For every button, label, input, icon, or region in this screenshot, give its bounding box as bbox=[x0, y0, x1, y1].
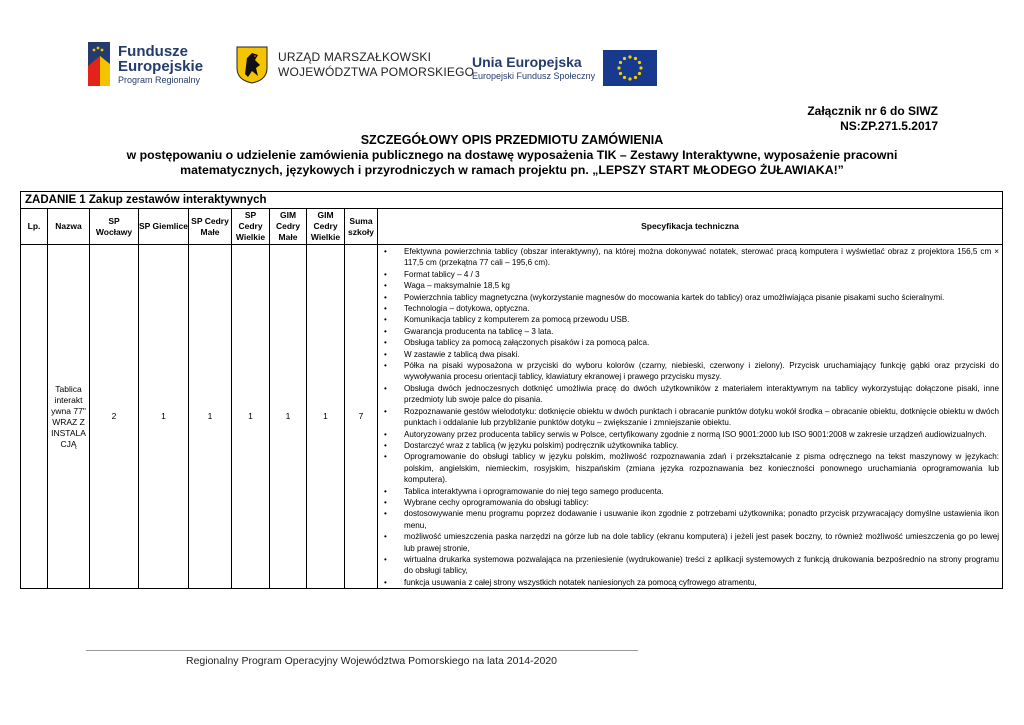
list-item: • Powierzchnia tablicy magnetyczna (wykorzystanie magnesów do mocowania kartek do tablicy) oraz umożliwiająca pisanie pisakami sucho ścieralnymi. bbox=[380, 292, 999, 303]
footer-text: Regionalny Program Operacyjny Województwa Pomorskiego na lata 2014-2020 bbox=[186, 655, 558, 667]
cell-suma: 7 bbox=[345, 245, 378, 589]
um-line2: WOJEWÓDZTWA POMORSKIEGO bbox=[278, 65, 475, 79]
header-nazwa: Nazwa bbox=[48, 209, 90, 245]
list-item: • Efektywna powierzchnia tablicy (obszar interaktywny), na której można dokonywać notatek, sterować pracą komputera i wyświetlać obraz z projektora 156,5 cm × 117,5 cm (przekątna 77 cali – 195,6 cm). bbox=[380, 246, 999, 269]
list-item: • funkcja usuwania z całej strony wszystkich notatek naniesionych za pomocą cyfrowego atramentu, bbox=[380, 577, 999, 588]
fundusze-europejskie-logo bbox=[86, 42, 203, 86]
header-suma: Suma szkoły bbox=[345, 209, 378, 245]
list-item: • wirtualna drukarka systemowa pozwalająca na przeniesienie (wydrukowanie) treści z aplikacji systemowych z funkcją drukowania bezpośrednio na strony programu do obsługi tablicy, bbox=[380, 554, 999, 577]
list-item: • Gwarancja producenta na tablicę – 3 lata. bbox=[380, 326, 999, 337]
task-title: ZADANIE 1 Zakup zestawów interaktywnych bbox=[21, 192, 1003, 209]
header-sp-giemlice: SP Giemlice bbox=[139, 209, 189, 245]
fe-flag-icon bbox=[86, 42, 112, 86]
header-lp: Lp. bbox=[21, 209, 48, 245]
fe-line2: Europejskie bbox=[118, 57, 204, 75]
cell-gim-cedry-wielkie: 1 bbox=[307, 245, 345, 589]
header-sp-woclawy: SP Wocławy bbox=[90, 209, 139, 245]
list-item: • Półka na pisaki wyposażona w przyciski do wyboru kolorów (czarny, niebieski, czerwony i zielony). Przycisk uruchamiający funkcję gąbki oraz przyciski do wywoływania procesu orientacji tablicy, klawiatury ekranowej i prawego przycisku myszy. bbox=[380, 360, 999, 383]
fe-line3: Program Regionalny bbox=[118, 74, 201, 85]
header-sp-cedry-male: SP Cedry Małe bbox=[189, 209, 232, 245]
cell-nazwa: Tablica interakt ywna 77" WRAZ Z INSTALA CJĄ bbox=[48, 245, 90, 589]
list-item: • Waga – maksymalnie 18,5 kg bbox=[380, 280, 999, 291]
case-number: NS:ZP.271.5.2017 bbox=[840, 119, 938, 133]
header-row bbox=[21, 209, 1003, 245]
list-item: • Wybrane cechy oprogramowania do obsługi tablicy: bbox=[380, 497, 999, 508]
list-item: • Rozpoznawanie gestów wielodotyku: dotknięcie obiektu w dwóch punktach i obracanie punktów dotyku wokół środka – obracanie obiektu, dotknięcie obiektu w dwóch punktach i oddalanie lub przybliżanie punktów dotyku – zwiększanie i zmniejszanie obiektu. bbox=[380, 406, 999, 429]
document-subtitle-line1: w postępowaniu o udzielenie zamówienia publicznego na dostawę wyposażenia TIK – Zestawy Interaktywne, wyposażenie pracowni bbox=[126, 148, 898, 162]
specification-table bbox=[20, 191, 1003, 589]
ue-line2: Europejski Fundusz Społeczny bbox=[472, 71, 596, 81]
header-spec: Specyfikacja techniczna bbox=[378, 209, 1003, 245]
footer-divider bbox=[86, 650, 638, 651]
task-row bbox=[21, 192, 1003, 209]
logo-bar bbox=[0, 40, 1024, 95]
document-heading bbox=[0, 133, 1024, 178]
list-item: • możliwość umieszczenia paska narzędzi na górze lub na dole tablicy (ekranu komputera) i jeżeli jest pasek boczny, to również możliwość umieszczenia go po lewej lub prawej stronie, bbox=[380, 531, 999, 554]
header-sp-cedry-wielkie: SP Cedry Wielkie bbox=[232, 209, 270, 245]
cell-sp-cedry-wielkie: 1 bbox=[232, 245, 270, 589]
list-item: • Tablica interaktywna i oprogramowanie do niej tego samego producenta. bbox=[380, 486, 999, 497]
document-title: SZCZEGÓŁOWY OPIS PRZEDMIOTU ZAMÓWIENIA bbox=[360, 133, 664, 147]
eu-flag-icon bbox=[603, 50, 657, 86]
cell-spec bbox=[378, 245, 1003, 589]
cell-sp-cedry-male: 1 bbox=[189, 245, 232, 589]
list-item: • Komunikacja tablicy z komputerem za pomocą przewodu USB. bbox=[380, 314, 999, 325]
document-subtitle-line2: matematycznych, językowych i przyrodniczych w ramach projektu pn. „LEPSZY START MŁODEGO ŻUŁAWIAKA!” bbox=[180, 163, 844, 177]
cell-sp-woclawy: 2 bbox=[90, 245, 139, 589]
header-gim-cedry-wielkie: GIM Cedry Wielkie bbox=[307, 209, 345, 245]
um-line1: URZĄD MARSZAŁKOWSKI bbox=[278, 50, 432, 64]
list-item: • dostosowywanie menu programu poprzez dodawanie i usuwanie ikon zgodnie z potrzebami użytkownika; ponadto przycisk przywracający domyślne ustawienia ikon menu, bbox=[380, 508, 999, 531]
table-row bbox=[21, 245, 1003, 589]
spec-list bbox=[380, 246, 999, 588]
cell-gim-cedry-male: 1 bbox=[270, 245, 307, 589]
unia-europejska-logo bbox=[472, 50, 657, 86]
header-gim-cedry-male: GIM Cedry Małe bbox=[270, 209, 307, 245]
list-item: • Oprogramowanie do obsługi tablicy w języku polskim, możliwość rozpoznawania zdań i przekształcanie z pisma odręcznego na tekst maszynowy w językach: polskim, angielskim, niemieckim, rosyjskim, hiszpańskim (zmiana języka rozpoznawania bez konieczności ponownego uruchamiania oprogramowania lub komputera). bbox=[380, 451, 999, 485]
attachment-number: Załącznik nr 6 do SIWZ bbox=[807, 104, 938, 118]
list-item: • W zastawie z tablicą dwa pisaki. bbox=[380, 349, 999, 360]
griffin-crest-icon bbox=[236, 46, 268, 84]
cell-lp bbox=[21, 245, 48, 589]
ue-line1: Unia Europejska bbox=[472, 54, 582, 71]
fe-line1: Fundusze bbox=[118, 42, 188, 60]
list-item: • Format tablicy – 4 / 3 bbox=[380, 269, 999, 280]
attachment-label bbox=[807, 104, 938, 134]
urzad-marszalkowski-logo bbox=[236, 46, 474, 84]
cell-sp-giemlice: 1 bbox=[139, 245, 189, 589]
list-item: • Obsługa tablicy za pomocą załączonych pisaków i za pomocą palca. bbox=[380, 337, 999, 348]
list-item: • Obsługa dwóch jednoczesnych dotknięć umożliwia pracę do dwóch użytkowników z materiałem interaktywnym na tablicy wykorzystując dołączone pisaki, inne przedmioty lub swoje palce do pisania. bbox=[380, 383, 999, 406]
list-item: • Dostarczyć wraz z tablicą (w języku polskim) podręcznik użytkownika tablicy. bbox=[380, 440, 999, 451]
list-item: • Autoryzowany przez producenta tablicy serwis w Polsce, certyfikowany zgodnie z normą ISO 9001:2000 lub ISO 9001:2008 w zakresie urządzeń audiowizualnych. bbox=[380, 429, 999, 440]
list-item: • Technologia – dotykowa, optyczna. bbox=[380, 303, 999, 314]
